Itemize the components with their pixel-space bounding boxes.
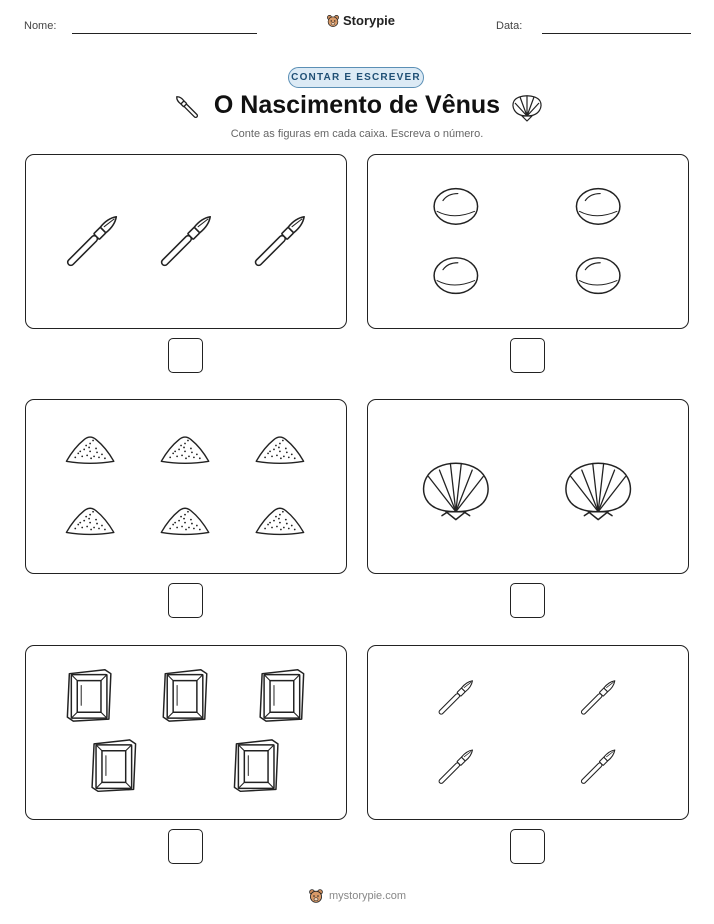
name-label: Nome: xyxy=(24,20,57,32)
worksheet-title: O Nascimento de Vênus xyxy=(213,91,501,119)
paintbrush-item xyxy=(253,214,307,268)
footer xyxy=(0,888,714,904)
count-box-2-art xyxy=(368,155,688,328)
paintbrush-item xyxy=(580,679,617,716)
count-box-5-art xyxy=(26,646,346,819)
brand-logo xyxy=(326,13,395,28)
pearl-item xyxy=(576,258,619,294)
count-box-2 xyxy=(367,154,689,329)
picture-frame-item xyxy=(92,740,135,791)
picture-frame-item xyxy=(67,670,110,721)
answer-box-4[interactable] xyxy=(510,583,545,618)
date-line[interactable] xyxy=(542,33,691,34)
answer-box-3[interactable] xyxy=(168,583,203,618)
footer-url: mystorypie.com xyxy=(328,890,407,902)
sand-pile-item xyxy=(66,508,113,534)
answer-box-2[interactable] xyxy=(510,338,545,373)
bear-icon xyxy=(326,14,340,28)
seashell-item xyxy=(566,463,631,519)
sand-pile-item xyxy=(256,437,303,463)
date-label: Data: xyxy=(496,20,523,32)
answer-box-6[interactable] xyxy=(510,829,545,864)
sand-pile-item xyxy=(256,508,303,534)
count-box-4-art xyxy=(368,400,688,573)
brand-name: Storypie xyxy=(343,13,396,28)
bear-icon xyxy=(308,888,324,904)
count-box-1 xyxy=(25,154,347,329)
activity-badge: CONTAR E ESCREVER xyxy=(288,67,424,88)
sand-pile-item xyxy=(66,437,113,463)
paintbrush-item xyxy=(66,214,120,268)
seashell-item xyxy=(424,463,489,519)
picture-frame-item xyxy=(163,670,206,721)
name-line[interactable] xyxy=(72,33,257,34)
count-box-6 xyxy=(367,645,689,820)
count-box-4 xyxy=(367,399,689,574)
paintbrush-item xyxy=(580,748,617,785)
sand-pile-item xyxy=(161,508,208,534)
pearl-item xyxy=(434,189,477,225)
count-box-1-art xyxy=(26,155,346,328)
count-box-3 xyxy=(25,399,347,574)
paintbrush-item xyxy=(160,214,214,268)
paintbrush-item xyxy=(438,679,475,716)
paintbrush-item xyxy=(438,748,475,785)
count-box-3-art xyxy=(26,400,346,573)
picture-frame-item xyxy=(260,670,303,721)
pearl-item xyxy=(434,258,477,294)
count-box-6-art xyxy=(368,646,688,819)
pearl-item xyxy=(576,189,619,225)
count-box-5 xyxy=(25,645,347,820)
sand-pile-item xyxy=(161,437,208,463)
seashell-icon xyxy=(510,92,544,122)
answer-box-5[interactable] xyxy=(168,829,203,864)
picture-frame-item xyxy=(234,740,277,791)
instructions-text: Conte as figuras em cada caixa. Escreva o número. xyxy=(230,128,484,140)
answer-box-1[interactable] xyxy=(168,338,203,373)
